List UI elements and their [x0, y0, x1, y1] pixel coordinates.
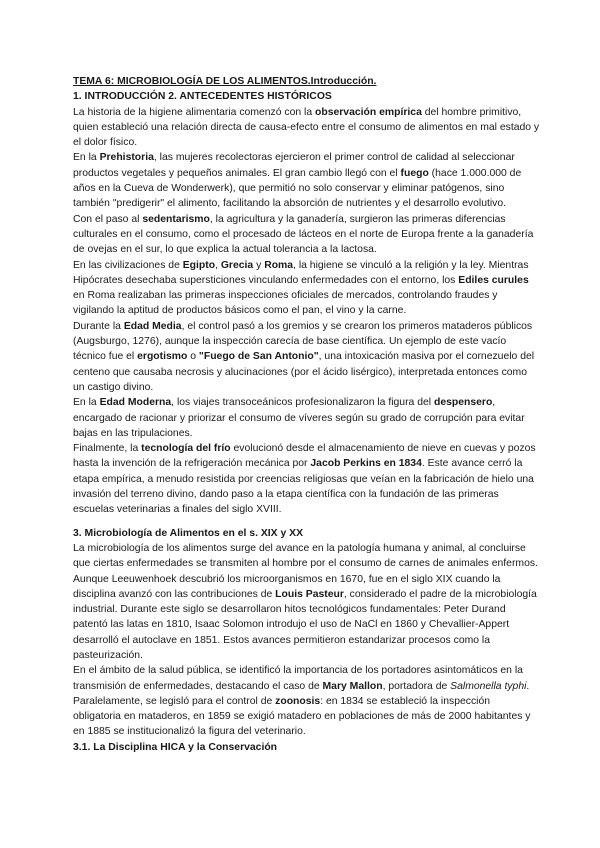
- text: En la: [73, 152, 100, 164]
- paragraph-microbiology-origins: [73, 541, 540, 663]
- text: En las civilizaciones de: [73, 259, 183, 271]
- bold-text: despensero: [433, 397, 493, 409]
- text: , la agricultura y la ganadería, surgieron las primeras diferencias culturales en el consumo, como el procesado de lácteos en el norte de Europa frente a la ganadería de ovejas en el sur, lo que explica la actual tolerancia a la lactosa.: [73, 213, 534, 256]
- bold-text: sedentarismo: [142, 213, 210, 225]
- text: La microbiología de los alimentos surge del avance en la patología humana y animal, al concluirse que ciertas enfermedades se transmiten al hombre por el consumo de carnes de animales enfermos. Aunque Leeuwenhoek descubrió los microorganismos en 1670, fue en el siglo XIX cuando la disciplina avanzó con las contribuciones de: [73, 542, 538, 600]
- bold-text: Grecia: [220, 259, 254, 271]
- text: : en 1834 se estableció la inspección obligatoria en mataderos, en 1859 se exigió matadero en poblaciones de más de 2000 habitantes y en 1885 se institucionalizó la figura del veterinario.: [73, 695, 531, 738]
- text: ,: [215, 259, 221, 271]
- text: . Este avance cerró la etapa empírica, a menudo resistida por creencias religiosas que veían en la fabricación de hielo una invasión del terreno divino, dando paso a la etapa científica con la fundación de las primeras escuelas veterinarias a finales del siglo XVIII.: [73, 458, 534, 516]
- text: en Roma realizaban las primeras inspecciones oficiales de mercados, controlando fraudes y vigilando la aptitud de productos básicos como el pan, el vino y la carne.: [73, 290, 498, 317]
- text: , los viajes transoceánicos profesionalizaron la figura del: [171, 397, 434, 409]
- bold-text: Edad Moderna: [99, 397, 172, 409]
- text: , encargado de racionar y priorizar el consumo de víveres según su grado de corrupción para evitar bajas en las tripulaciones.: [73, 397, 525, 439]
- text: , el control pasó a los gremios y se crearon los primeros mataderos públicos (Augsburgo, 1276), aunque la inspección carecía de base científica. Un ejemplo de este vacío técnico fue el: [73, 320, 533, 363]
- paragraph-origins: [73, 105, 540, 151]
- text: del hombre primitivo, quien estableció una relación directa de causa-efecto entre el consumo de alimentos en mal estado y el dolor físico.: [73, 106, 540, 149]
- text: evolucionó desde el almacenamiento de nieve en cuevas y pozos hasta la invención de la refrigeración mecánica por: [73, 443, 536, 470]
- bold-text: "Fuego de San Antonio": [198, 351, 319, 363]
- bold-text: zoonosis: [275, 695, 321, 707]
- paragraph-prehistory: [73, 150, 540, 211]
- text: (hace 1.000.000 de años en la Cueva de Wonderwerk), que permitió no solo conservar y eliminar patógenos, sino también "predigerir" el alimento, facilitando la absorción de nutrientes y el desarrollo evolutivo.: [73, 167, 522, 210]
- paragraph-sedentarism: [73, 212, 540, 258]
- paragraph-cold-technology: [73, 441, 540, 517]
- text: La historia de la higiene alimentaria comenzó con la: [73, 106, 316, 118]
- text: y: [253, 259, 265, 271]
- text: , las mujeres recolectoras ejercieron el primer control de calidad al seleccionar productos vegetales y pequeños animales. El gran cambio llegó con el: [73, 152, 515, 179]
- bold-text: Prehistoria: [99, 152, 154, 164]
- bold-text: observación empírica: [315, 106, 422, 118]
- paragraph-civilizations: [73, 258, 540, 319]
- section-heading-3-1: 3.1. La Disciplina HICA y la Conservación: [73, 741, 278, 753]
- paragraph-modern-age: [73, 395, 540, 441]
- bold-text: Ediles curules: [458, 274, 529, 286]
- bold-text: tecnología del frío: [141, 443, 231, 455]
- text: En el ámbito de la salud pública, se identificó la importancia de los portadores asintomáticos en la transmisión de enfermedades, destacando el caso de: [73, 665, 523, 692]
- paragraph-public-health: [73, 663, 540, 739]
- bold-text: Louis Pasteur: [275, 588, 344, 600]
- bold-text: Roma: [264, 259, 294, 271]
- bold-text: Edad Media: [123, 320, 182, 332]
- text: , la higiene se vinculó a la religión y la ley. Mientras Hipócrates desechaba supersticiones vinculando enfermedades con el entorno, los: [73, 259, 529, 286]
- bold-text: Mary Mallon: [322, 680, 383, 692]
- text: Durante la: [73, 320, 124, 332]
- text: Con el paso al: [73, 213, 143, 225]
- text: o: [187, 351, 199, 363]
- bold-text: Jacob Perkins en 1834: [310, 458, 422, 470]
- bold-text: Egipto: [182, 259, 216, 271]
- text: , una intoxicación masiva por el cornezuelo del centeno que causaba necrosis y alucinaciones (por el ácido lisérgico), interpretada entonces como un castigo divino.: [73, 351, 535, 393]
- bold-text: ergotismo: [137, 351, 188, 363]
- text: . Paralelamente, se legisló para el control de: [73, 680, 530, 707]
- text: , considerado el padre de la microbiología industrial. Durante este siglo se desarrollaron hitos tecnológicos fundamentales: Peter Durand patentó las latas en 1810, Isaac Solomon introdujo el uso de NaCl en 1860 y Chevallier-Appert desarrolló el autoclave en 1851. Estos avances permitieron estandarizar procesos como la pasteurización.: [73, 588, 537, 661]
- paragraph-middle-ages: [73, 319, 540, 395]
- section-heading-1: 1. INTRODUCCIÓN 2. ANTECEDENTES HISTÓRICOS: [73, 91, 332, 103]
- section-heading-3: 3. Microbiología de Alimentos en el s. XIX y XX: [73, 527, 303, 539]
- text: En la: [73, 397, 100, 409]
- italic-text: Salmonella typhi: [450, 680, 527, 692]
- text: , portadora de: [382, 680, 451, 692]
- text: Finalmente, la: [73, 443, 142, 455]
- bold-text: fuego: [400, 167, 429, 179]
- document-title: TEMA 6: MICROBIOLOGÍA DE LOS ALIMENTOS.Introducción.: [73, 76, 377, 87]
